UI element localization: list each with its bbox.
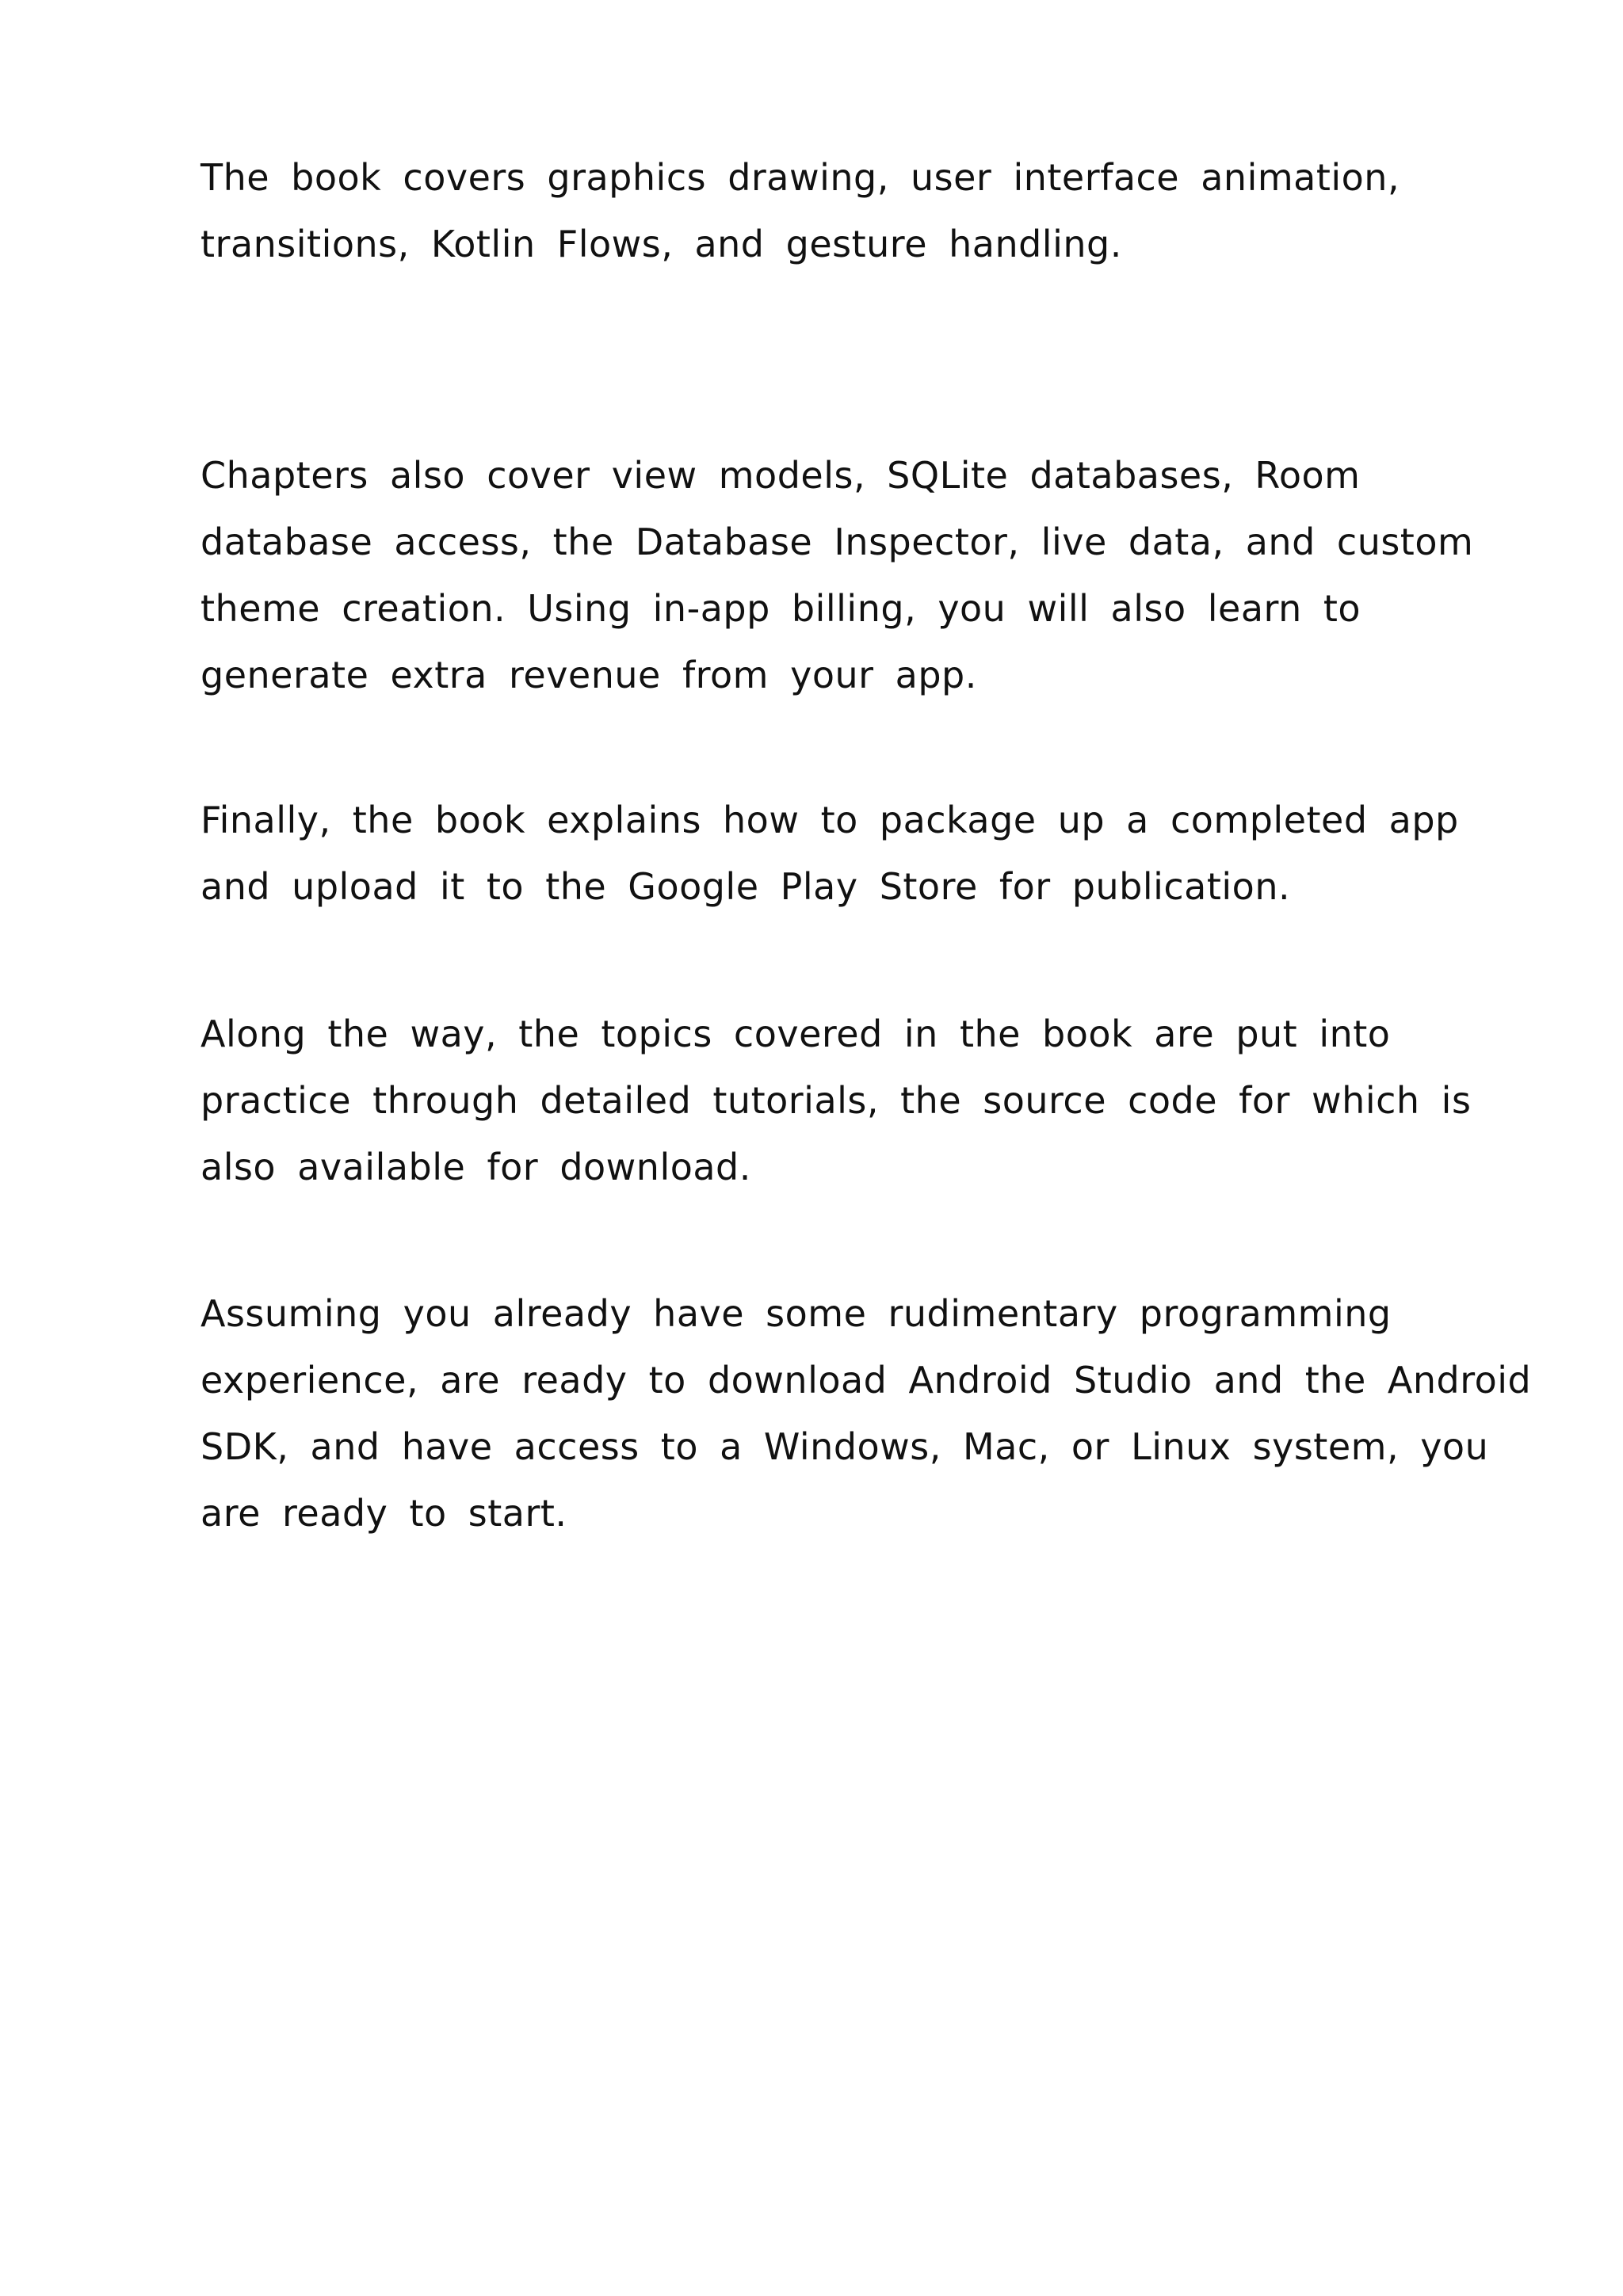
text-line: Assuming you already have some rudimentary programming — [200, 1292, 1392, 1335]
text-line: SDK, and have access to a Windows, Mac, or Linux system, you — [200, 1425, 1489, 1468]
paragraph-topics-data — [200, 442, 1484, 708]
paragraph-prerequisites — [200, 1280, 1532, 1547]
text-line: are ready to start. — [200, 1492, 567, 1535]
text-line: practice through detailed tutorials, the source code for which is — [200, 1079, 1472, 1122]
text-line: generate extra revenue from your app. — [200, 654, 977, 696]
text-line: experience, are ready to download Android Studio and the Android — [200, 1359, 1532, 1402]
text-line: theme creation. Using in-app billing, you will also learn to — [200, 587, 1361, 630]
text-line: Chapters also cover view models, SQLite databases, Room — [200, 454, 1361, 497]
paragraph-topics-graphics — [200, 144, 1484, 277]
text-line: database access, the Database Inspector, live data, and custom — [200, 521, 1474, 563]
text-line: Along the way, the topics covered in the book are put into — [200, 1013, 1391, 1055]
text-line: Finally, the book explains how to package up a completed app — [200, 799, 1459, 841]
text-line: The book covers graphics drawing, user interface animation, — [200, 156, 1400, 199]
paragraph-tutorials — [200, 1001, 1484, 1200]
text-line: also available for download. — [200, 1146, 751, 1188]
text-line: and upload it to the Google Play Store for publication. — [200, 865, 1291, 908]
text-line: transitions, Kotlin Flows, and gesture handling. — [200, 223, 1122, 265]
paragraph-publication — [200, 787, 1484, 920]
